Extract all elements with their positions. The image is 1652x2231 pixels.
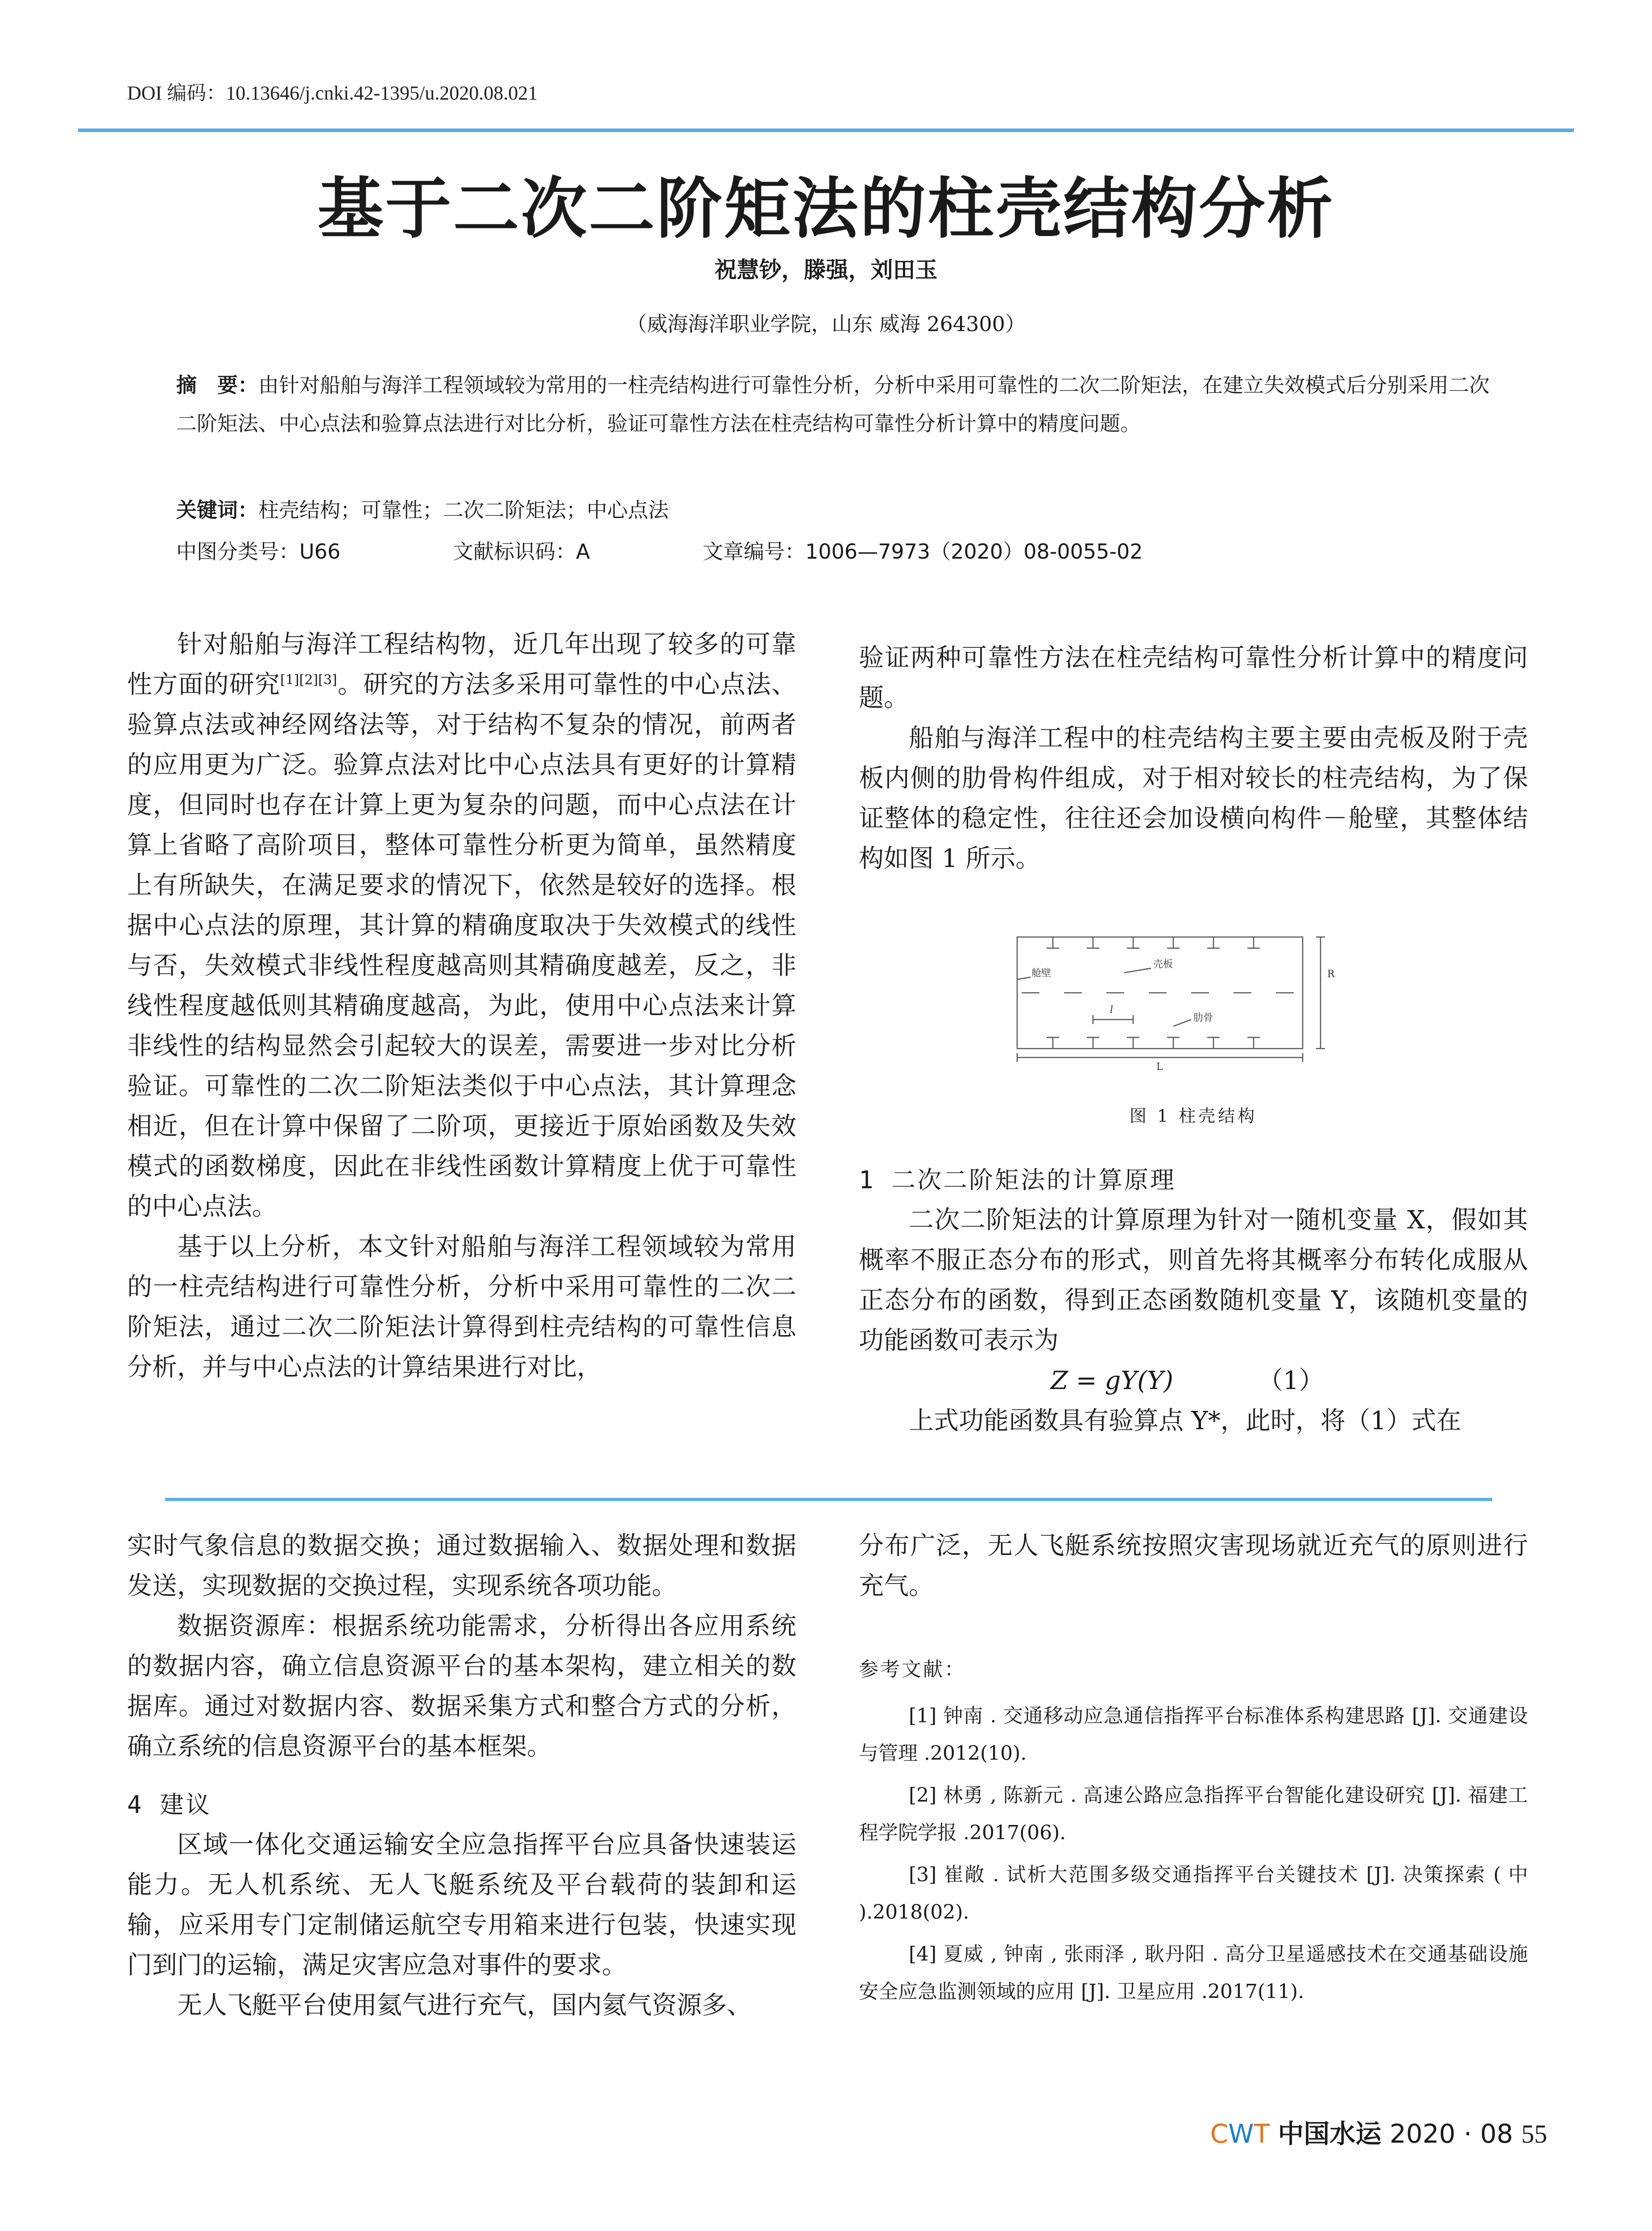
- logo-letter-t: T: [1254, 2119, 1270, 2149]
- inflation-paragraph: 分布广泛，无人飞艇系统按照灾害现场就近充气的原则进行充气。: [859, 1531, 1528, 1601]
- intro-text-a: 针对船舶与海洋工程结构物，近几年出现了较多的可靠性方面的研究: [127, 630, 796, 699]
- journal-name: 中国水运: [1278, 2119, 1382, 2149]
- section1-heading: 1 二次二阶矩法的计算原理: [859, 1166, 1176, 1194]
- label-radius: R: [1327, 969, 1335, 980]
- formula: Z = gY(Y): [1051, 1366, 1173, 1395]
- upper-right-column: [859, 638, 1528, 879]
- mid-rule: [165, 1498, 1492, 1501]
- abstract-text: 由针对船舶与海洋工程领域较为常用的一柱壳结构进行可靠性分析，分析中采用可靠性的二次二阶矩法，在建立失效模式后分别采用二次二阶矩法、中心点法和验算点法进行对比分析，验证可靠性方法在柱壳结构可靠性分析计算中的精度问题。: [176, 373, 1490, 435]
- logo-letter-c: C: [1210, 2119, 1229, 2149]
- doi-line: DOI 编码：10.13646/j.cnki.42-1395/u.2020.08.021: [127, 82, 538, 104]
- formula-number: （1）: [1258, 1366, 1324, 1395]
- reference-item: [4] 夏威 , 钟南 , 张雨泽 , 耿丹阳 . 高分卫星遥感技术在交通基础设施安全应急监测领域的应用 [J]. 卫星应用 .2017(11).: [859, 1943, 1528, 2003]
- label-rib-spacing: l: [1110, 1004, 1114, 1016]
- analysis-paragraph: 基于以上分析，本文针对船舶与海洋工程领域较为常用的一柱壳结构进行可靠性分析，分析中采用可靠性的二次二阶矩法，通过二次二阶矩法计算得到柱壳结构的可靠性信息分析，并与中心点法的计算结果进行对比，: [127, 1232, 796, 1382]
- section4-heading: 4 建议: [127, 1791, 212, 1819]
- database-paragraph: 数据资源库：根据系统功能需求，分析得出各应用系统的数据内容，确立信息资源平台的基本架构，建立相关的数据库。通过对数据内容、数据采集方式和整合方式的分析，确立系统的信息资源平台的基本框架。: [127, 1612, 796, 1761]
- clc-number: 中图分类号：U66: [176, 539, 341, 564]
- label-shell: 壳板: [1153, 959, 1173, 970]
- citation-marker: [1][2][3]: [280, 672, 337, 688]
- logo-letter-w: W: [1228, 2119, 1254, 2149]
- formula-line: [859, 1361, 1528, 1401]
- authors: 祝慧钞，滕强，刘田玉: [714, 257, 938, 283]
- reference-item: [1] 钟南 . 交通移动应急通信指挥平台标准体系构建思路 [J]. 交通建设与管理 .2012(10).: [859, 1704, 1528, 1765]
- section1-column: [859, 1160, 1528, 1441]
- suggestion-paragraph: 区域一体化交通运输安全应急指挥平台应具备快速装运能力。无人机系统、无人飞艇系统及平台载荷的装卸和运输，应采用专门定制储运航空专用箱来进行包装，快速实现门到门的运输，满足灾害应急对事件的要求。: [127, 1830, 796, 1980]
- affiliation: （威海海洋职业学院，山东 威海 264300）: [626, 312, 1026, 336]
- page-footer: [1210, 2113, 1547, 2150]
- document-code: 文献标识码：A: [453, 539, 590, 564]
- upper-left-column: [127, 625, 796, 1388]
- airship-paragraph: 无人飞艇平台使用氦气进行充气，国内氦气资源多、: [177, 1991, 752, 2020]
- label-length: L: [1156, 1062, 1163, 1073]
- principle-paragraph: 二次二阶矩法的计算原理为针对一随机变量 X，假如其概率不服正态分布的形式，则首先将其概率分布转化成服从正态分布的函数，得到正态函数随机变量 Y，该随机变量的功能函数可表示为: [859, 1206, 1528, 1355]
- references-title: 参考文献：: [859, 1658, 966, 1681]
- cylinder-shell-figure: [1004, 928, 1383, 1075]
- abstract: [176, 366, 1492, 443]
- keywords-text: 柱壳结构；可靠性；二次二阶矩法；中心点法: [258, 498, 669, 522]
- label-rib: 肋骨: [1193, 1012, 1213, 1024]
- issue-number: 2020 · 08: [1389, 2119, 1513, 2149]
- reference-item: [2] 林勇 , 陈新元 . 高速公路应急指挥平台智能化建设研究 [J]. 福建工程学院学报 .2017(06).: [859, 1784, 1528, 1844]
- verify-paragraph: 验证两种可靠性方法在柱壳结构可靠性分析计算中的精度问题。: [859, 643, 1528, 713]
- lower-left-column: [127, 1526, 796, 2026]
- page-number: 55: [1521, 2119, 1547, 2148]
- figure-caption: 图 1 柱壳结构: [1129, 1106, 1258, 1126]
- reference-item: [3] 崔敞 . 试析大范围多级交通指挥平台关键技术 [J]. 决策探索 ( 中 ).2018(02).: [859, 1863, 1528, 1924]
- article-title: 基于二次二阶矩法的柱壳结构分析: [317, 170, 1335, 247]
- abstract-label: 摘 要：: [176, 373, 258, 397]
- lower-right-column: [859, 1526, 1528, 1606]
- intro-paragraph: [127, 625, 796, 1227]
- intro-text-b: 。研究的方法多采用可靠性的中心点法、验算点法或神经网络法等，对于结构不复杂的情况，前两者的应用更为广泛。验算点法对比中心点法具有更好的计算精度，但同时也存在计算上更为复杂的问题，而中心点法在计算上省略了高阶项目，整体可靠性分析更为简单，虽然精度上有所缺失，在满足要求的情况下，依然是较好的选择。根据中心点法的原理，其计算的精确度取决于失效模式的线性与否，失效模式非线性程度越高则其精确度越差，反之，非线性程度越低则其精确度越高，为此，使用中心点法来计算非线性的结构显然会引起较大的误差，需要进一步对比分析验证。可靠性的二次二阶矩法类似于中心点法，其计算理念相近，但在计算中保留了二阶项，更接近于原始函数及失效模式的函数梯度，因此在非线性函数计算精度上优于可靠性的中心点法。: [127, 670, 796, 1221]
- references: [859, 1651, 1528, 2011]
- keywords-label: 关键词：: [176, 498, 258, 522]
- classification-line: [176, 535, 1143, 565]
- header-rule: [78, 129, 1574, 132]
- data-exchange-paragraph: 实时气象信息的数据交换；通过数据输入、数据处理和数据发送，实现数据的交换过程，实现系统各项功能。: [127, 1531, 796, 1601]
- keywords: [176, 491, 1492, 529]
- label-bulkhead: 舱壁: [1031, 968, 1052, 979]
- checkpoint-paragraph: 上式功能函数具有验算点 Y*，此时，将（1）式在: [909, 1406, 1462, 1435]
- article-number: 文章编号：1006—7973（2020）08-0055-02: [703, 539, 1143, 564]
- structure-paragraph: 船舶与海洋工程中的柱壳结构主要主要由壳板及附于壳板内侧的肋骨构件组成，对于相对较长的柱壳结构，为了保证整体的稳定性，往往还会加设横向构件－舱壁，其整体结构如图 1 所示。: [859, 724, 1528, 873]
